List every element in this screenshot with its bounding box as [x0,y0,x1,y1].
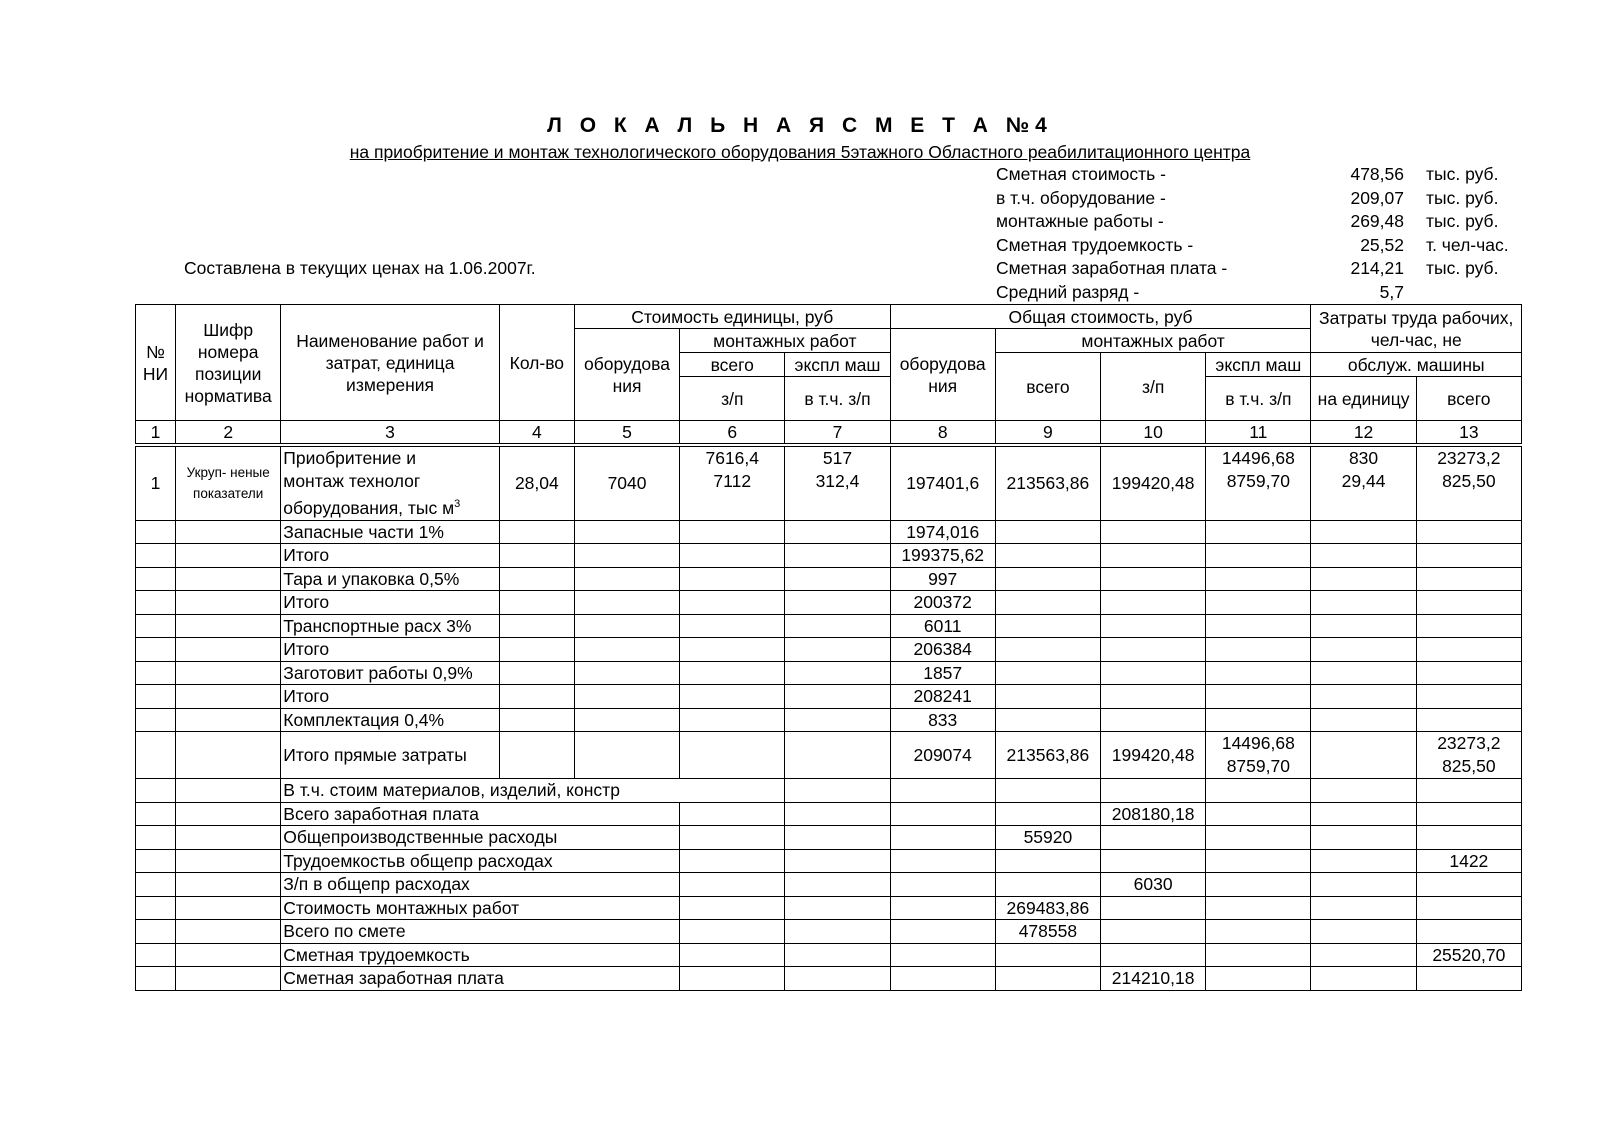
column-number: 13 [1416,421,1521,446]
summary-label: Сметная стоимость - [996,164,1166,184]
overhead-label: Общепроизводственные расходы [281,826,680,850]
column-number: 4 [499,421,574,446]
item-labor-all [1416,445,1521,520]
item-name-line [283,493,496,520]
table-row [136,445,1522,520]
item-labor-all-a: 23273,2 [1437,448,1501,468]
header-expl-total: экспл маш [1206,353,1311,377]
summary-label: монтажные работы - [996,211,1164,231]
column-number: 2 [176,421,281,446]
row-name: Запасные части 1% [281,520,499,544]
table-row [136,591,1522,615]
labor-overhead-label: Трудоемкостьв общепр расходах [281,849,680,873]
zp-overhead-label: З/п в общепр расходах [281,873,680,897]
header-total-cost: Общая стоимость, руб [890,305,1311,329]
table-row [136,661,1522,685]
header-zp-total: з/п [1101,353,1206,421]
direct-equipment: 209074 [890,732,995,779]
mount-cost-label: Стоимость монтажных работ [281,896,680,920]
summary-unit: тыс. руб. [1426,164,1499,184]
summary-unit: т. чел-час. [1426,234,1509,255]
summary-label: Сметная заработная плата - [996,258,1228,278]
table-row [136,779,1522,803]
column-number: 1 [136,421,176,446]
header-labor: Затраты труда рабочих, чел-час, не [1311,305,1522,353]
grand-total-value: 478558 [995,920,1100,944]
summary-value: 214,21 [1350,258,1404,278]
materials-label: В т.ч. стоим материалов, изделий, констр [281,779,785,803]
table-row [136,826,1522,850]
table-row [136,685,1522,709]
table-row [136,638,1522,662]
item-total-expl [1206,445,1311,520]
summary-value: 5,7 [1379,281,1404,302]
item-mount-zp: 7112 [713,471,752,491]
column-number: 7 [785,421,890,446]
row-equipment: 1974,016 [890,520,995,544]
direct-labor [1416,732,1521,779]
row-name: Итого [281,638,499,662]
table-row [136,732,1522,779]
labor-estimate-label: Сметная трудоемкость [281,943,680,967]
direct-costs-label: Итого прямые затраты [281,732,499,779]
price-date-note: Составлена в текущих ценах на 1.06.2007г. [184,258,536,278]
row-equipment: 997 [890,567,995,591]
item-labor-unit [1311,445,1416,520]
row-equipment: 1857 [890,661,995,685]
summary-value: 25,52 [1360,234,1404,255]
direct-expl-a: 14496,68 [1221,733,1295,754]
item-code: Укруп- неные показатели [176,445,281,520]
item-total-zp: 199420,48 [1101,445,1206,520]
row-equipment: 206384 [890,638,995,662]
direct-expl-b: 8759,70 [1226,756,1290,777]
header-name: Наименование работ и затрат, единица измерения [281,305,499,421]
summary-label: Сметная трудоемкость - [996,234,1194,255]
table-row [136,614,1522,638]
header-mount: монтажных работ [680,329,890,353]
direct-labor-b: 825,50 [1442,756,1496,777]
item-mount-all: 7616,4 [705,448,760,468]
column-number: 8 [890,421,995,446]
estimate-table [135,304,1522,991]
row-equipment: 833 [890,708,995,732]
item-expl [785,445,890,520]
column-number: 11 [1206,421,1311,446]
row-equipment: 6011 [890,614,995,638]
mount-cost-value: 269483,86 [995,896,1100,920]
row-equipment: 199375,62 [890,544,995,568]
header-code: Шифр номера позиции норматива [176,305,281,421]
header-mount-total: монтажных работ [995,329,1311,353]
column-number: 9 [995,421,1100,446]
item-expl-zp: 312,4 [815,471,860,491]
item-total-expl-zp: 8759,70 [1226,471,1290,491]
table-row [136,708,1522,732]
table-row [136,567,1522,591]
column-number: 12 [1311,421,1416,446]
row-name: Итого [281,685,499,709]
header-qty: Кол-во [499,305,574,421]
summary-value: 269,48 [1350,211,1404,231]
table-row [136,873,1522,897]
header-equipment-total: оборудова ния [890,329,995,421]
row-name: Заготовит работы 0,9% [281,661,499,685]
summary-unit: тыс. руб. [1426,211,1499,231]
header-per-unit: на единицу [1311,377,1416,421]
column-number: 3 [281,421,499,446]
document-subtitle: на приобритение и монтаж технологического оборудования 5этажного Областного реабилитационного центра [349,142,1251,162]
item-name-sup: 3 [454,498,461,510]
row-name: Итого [281,544,499,568]
header-expl: экспл маш [785,353,890,377]
summary-label: Средний разряд - [996,281,1140,302]
summary-unit [1426,281,1546,305]
table-row [136,520,1522,544]
row-name: Тара и упаковка 0,5% [281,567,499,591]
summary-unit: тыс. руб. [1426,187,1499,208]
zp-overhead-value: 6030 [1101,873,1206,897]
summary-value: 209,07 [1350,187,1404,208]
header-labor-sub: обслуж. машины [1311,353,1522,377]
direct-all: 213563,86 [995,732,1100,779]
item-name [281,445,499,520]
labor-estimate-value: 25520,70 [1416,943,1521,967]
overhead-value: 55920 [995,826,1100,850]
item-name-unit: оборудования, тыс м [283,497,455,518]
direct-expl [1206,732,1311,779]
header-equipment: оборудова ния [574,329,679,421]
row-equipment: 208241 [890,685,995,709]
row-name: Итого [281,591,499,615]
header-labor-all: всего [1416,377,1521,421]
table-row [136,943,1522,967]
item-labor-all-b: 825,50 [1442,471,1496,491]
row-name: Комплектация 0,4% [281,708,499,732]
item-name-line: монтаж технолог [283,471,421,491]
table-row [136,920,1522,944]
salary-total-value: 208180,18 [1101,802,1206,826]
row-equipment: 200372 [890,591,995,615]
item-total-all: 213563,86 [995,445,1100,520]
item-qty: 28,04 [499,445,574,520]
header-all-total: всего [995,353,1100,421]
document-title: Л О К А Л Ь Н А Я С М Е Т А №4 [547,114,1053,137]
summary-unit: тыс. руб. [1426,258,1499,278]
summary-value: 478,56 [1350,164,1404,184]
item-name-line: Приобритение и [283,448,417,468]
header-unit-cost: Стоимость единицы, руб [574,305,890,329]
table-row [136,802,1522,826]
labor-overhead-value: 1422 [1416,849,1521,873]
item-total-equip: 197401,6 [890,445,995,520]
header-incl-zp: в т.ч. з/п [785,377,890,421]
grand-total-label: Всего по смете [281,920,680,944]
summary-label: в т.ч. оборудование - [996,187,1166,208]
header-no: № НИ [136,305,176,421]
header-all: всего [680,353,785,377]
table-row [136,849,1522,873]
salary-estimate-value: 214210,18 [1101,967,1206,991]
salary-total-label: Всего заработная плата [281,802,680,826]
item-expl-all: 517 [822,448,853,468]
item-no: 1 [136,445,176,520]
item-total-expl-all: 14496,68 [1221,448,1295,468]
item-equip: 7040 [574,445,679,520]
table-row [136,967,1522,991]
table-row [136,544,1522,568]
table-row [136,896,1522,920]
salary-estimate-label: Сметная заработная плата [281,967,680,991]
header-incl-zp-total: в т.ч. з/п [1206,377,1311,421]
summary-block [996,163,1546,304]
direct-zp: 199420,48 [1101,732,1206,779]
item-mount [680,445,785,520]
item-labor-unit-b: 29,44 [1341,471,1386,491]
direct-labor-a: 23273,2 [1437,733,1501,754]
row-name: Транспортные расх 3% [281,614,499,638]
item-labor-unit-a: 830 [1348,448,1379,468]
column-number: 6 [680,421,785,446]
header-zp: з/п [680,377,785,421]
column-number: 10 [1101,421,1206,446]
column-number: 5 [574,421,679,446]
